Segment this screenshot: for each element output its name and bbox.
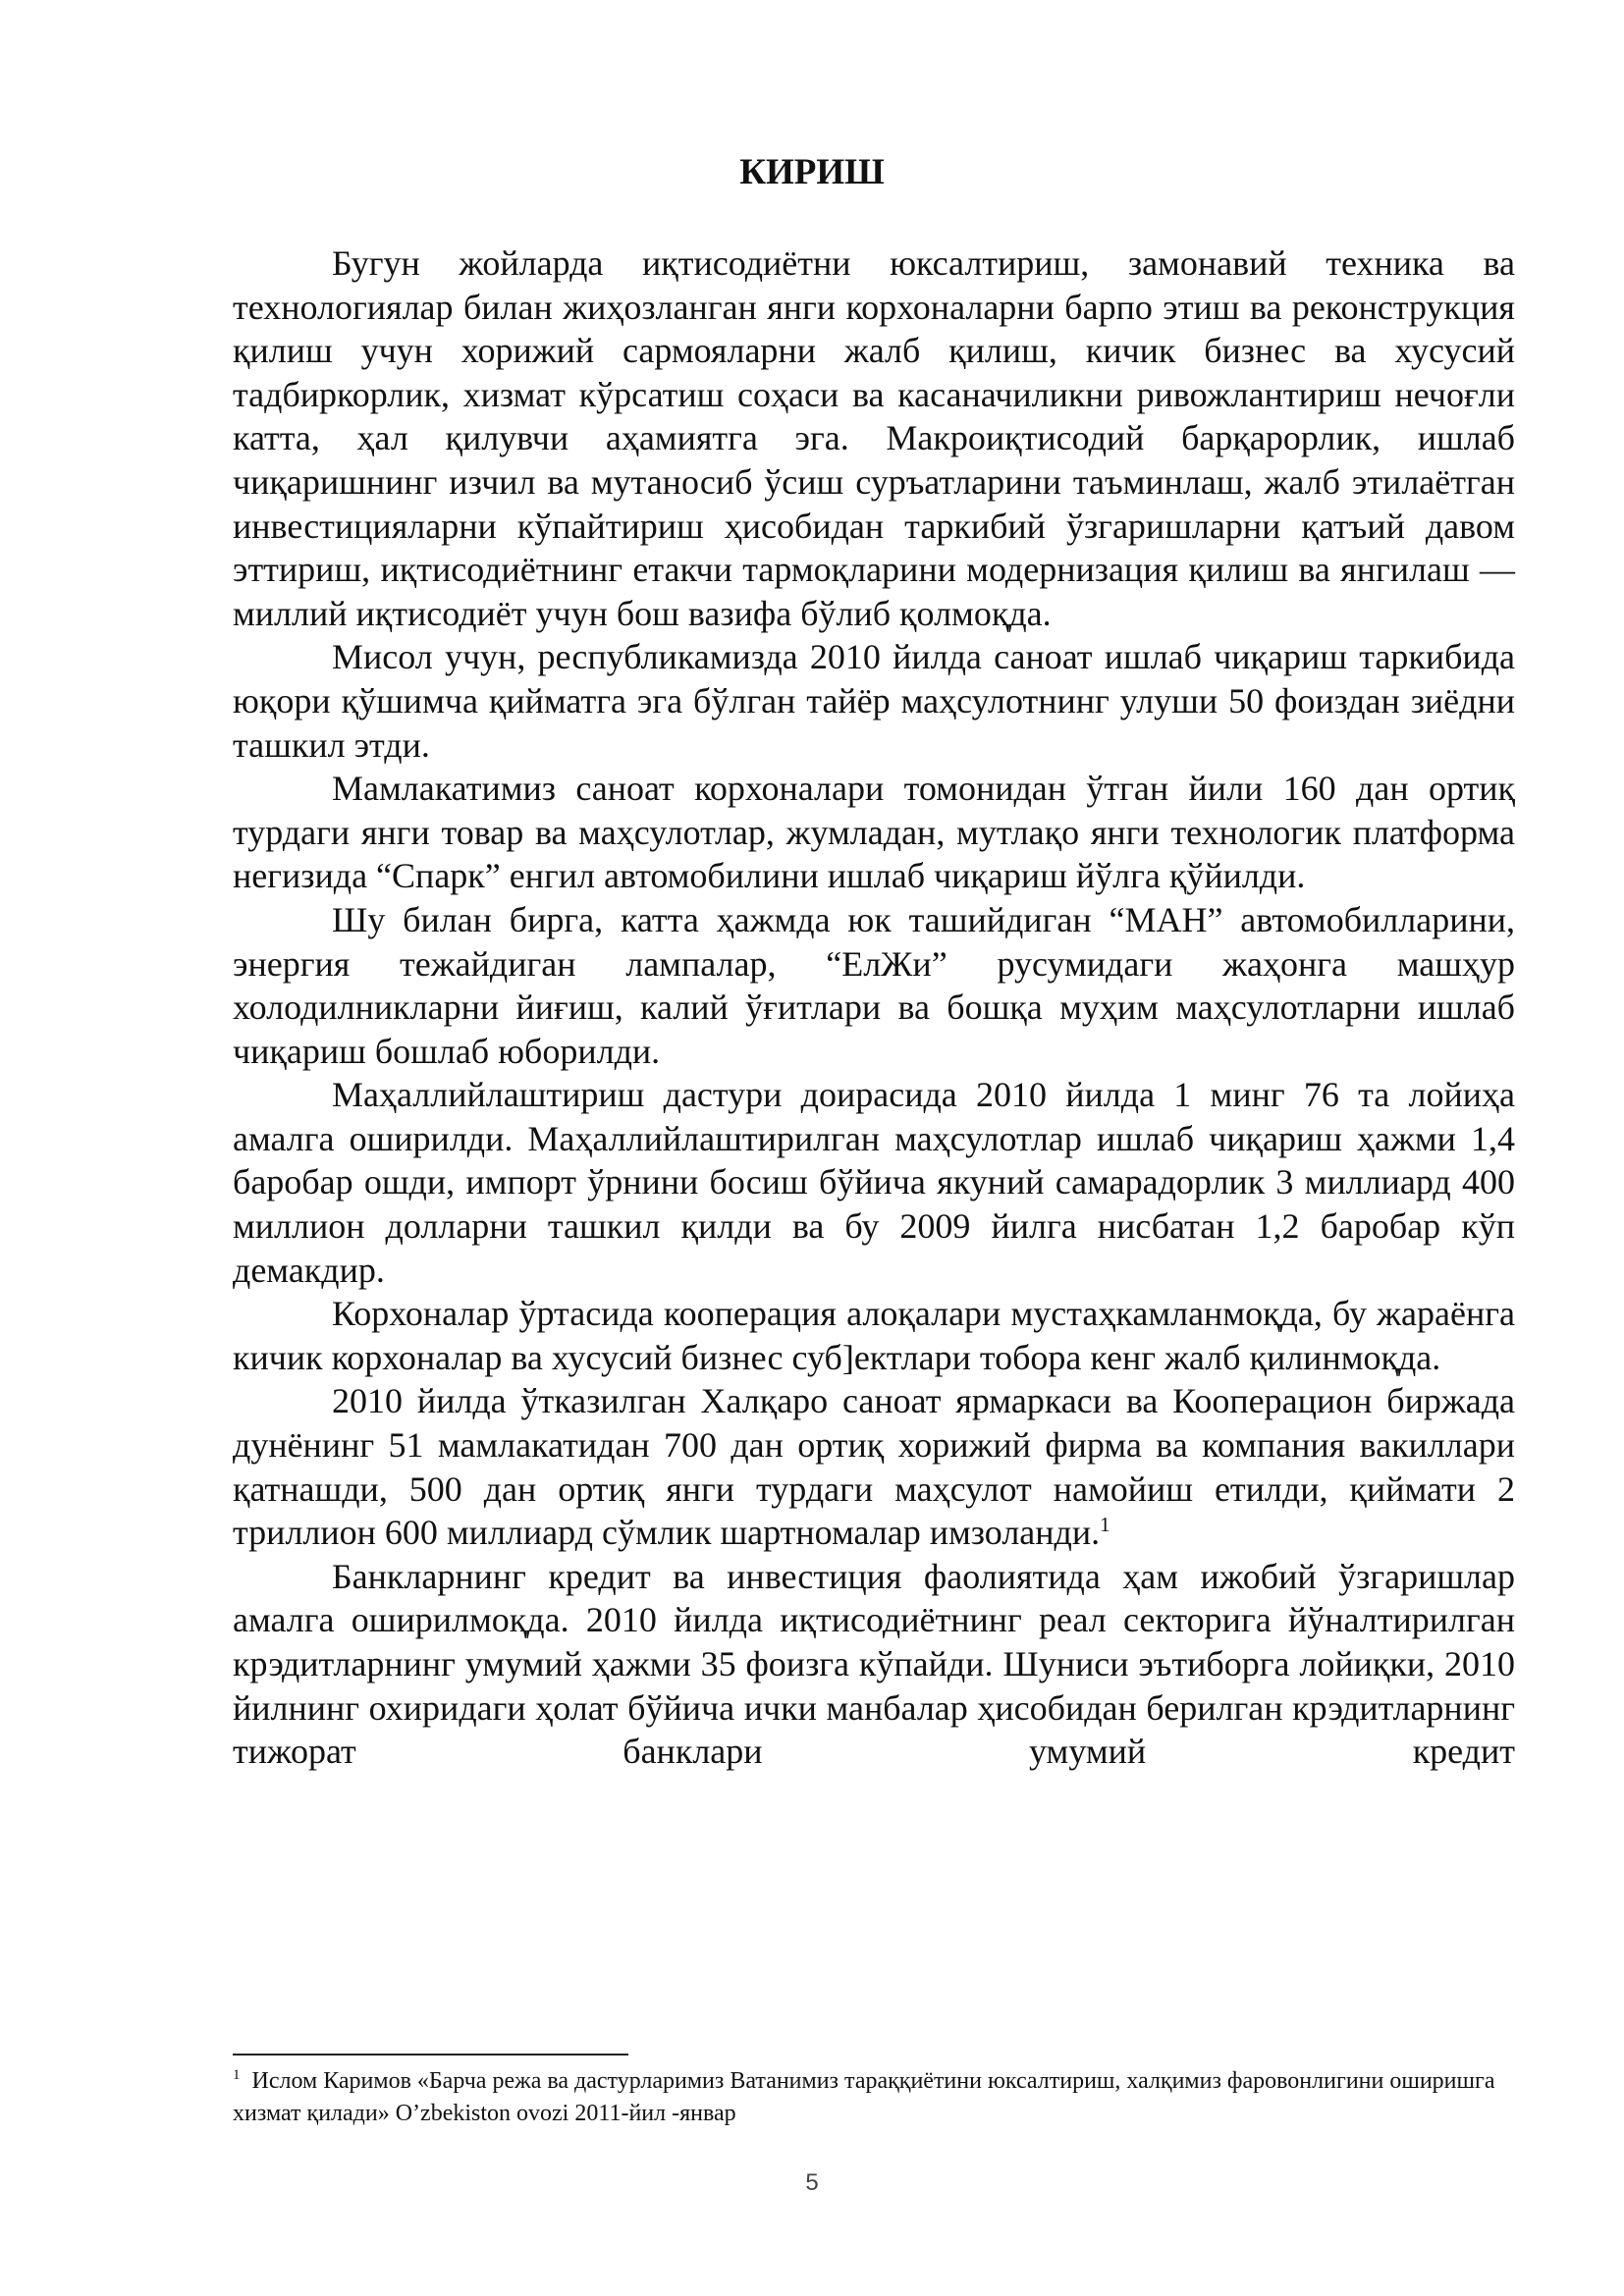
footnote xyxy=(233,2065,1515,2130)
footnote-marker: 1 xyxy=(233,2067,241,2083)
paragraph-7 xyxy=(233,1379,1515,1554)
paragraph-3: Мамлакатимиз саноат корхоналари томонидан ўтган йили 160 дан ортиқ турдаги янги товар ва маҳсулотлар, жумладан, мутлақо янги технологик платформа негизида “Спарк” енгил автомобилини ишлаб чиқариш йўлга қўйилди. xyxy=(233,769,1515,896)
paragraph-1: Бугун жойларда иқтисодиётни юксалтириш, замонавий техника ва технологиялар билан жиҳозланган янги корхоналарни барпо этиш ва реконструкция қилиш учун хорижий сармояларни жалб қилиш, кичик бизнес ва хусусий тадбиркорлик, хизмат кўрсатиш соҳаси ва касаначиликни ривожлантириш нечоғли катта, ҳал қилувчи аҳамиятга эга. Макроиқтисодий барқарорлик, ишлаб чиқаришнинг изчил ва мутаносиб ўсиш суръатларини таъминлаш, жалб этилаётган инвестицияларни кўпайтириш ҳисобидан таркибий ўзгаришларни қатъий давом эттириш, иқтисодиётнинг етакчи тармоқларини модернизация қилиш ва янгилаш — миллий иқтисодиёт учун бош вазифа бўлиб қолмоқда. xyxy=(233,243,1515,633)
paragraph-6: Корхоналар ўртасида кооперация алоқалари мустаҳкамланмоқда, бу жараёнга кичик корхоналар ва хусусий бизнес суб]ектлари тобора кенг жалб қилинмоқда. xyxy=(233,1294,1515,1377)
paragraph-7-text: 2010 йилда ўтказилган Халқаро саноат ярмаркаси ва Кооперацион биржада дунёнинг 51 мамлакатидан 700 дан ортиқ хорижий фирма ва компания вакиллари қатнашди, 500 дан ортиқ янги турдаги маҳсулот намойиш етилди, қиймати 2 триллион 600 миллиард сўмлик шартномалар имзоланди. xyxy=(233,1381,1515,1553)
paragraph-4: Шу билан бирга, катта ҳажмда юк ташийдиган “МАН” автомобилларини, энергия тежайдиган лампалар, “ЕлЖи” русумидаги жаҳонга машҳур холодилникларни йиғиш, калий ўғитлари ва бошқа муҳим маҳсулотларни ишлаб чиқариш бошлаб юборилди. xyxy=(233,899,1515,1071)
footnote-separator xyxy=(233,2054,628,2056)
page-title: КИРИШ xyxy=(739,152,885,192)
footnote-text: Ислом Каримов «Барча режа ва дастурларимиз Ватанимиз тараққиётини юксалтириш, халқимиз фаровонлигини оширишга хизмат қилади» O’zbekiston ovozi 2011-йил -январ xyxy=(233,2068,1495,2126)
body-text xyxy=(233,241,1515,1774)
paragraph-8: Банкларнинг кредит ва инвестиция фаолиятида ҳам ижобий ўзгаришлар амалга оширилмоқда. 2010 йилда иқтисодиётнинг реал секторига йўналтирилган крэдитларнинг умумий ҳажми 35 фоизга кўпайди. Шуниси эътиборга лойиқки, 2010 йилнинг охиридаги ҳолат бўйича ички манбалар ҳисобидан берилган крэдитларнинг тижорат банклари умумий кредит xyxy=(233,1556,1515,1772)
paragraph-2: Мисол учун, республикамизда 2010 йилда саноат ишлаб чиқариш таркибида юқори қўшимча қийматга эга бўлган тайёр маҳсулотнинг улуши 50 фоиздан зиёдни ташкил этди. xyxy=(233,637,1515,765)
page-number: 5 xyxy=(805,2169,819,2196)
paragraph-5: Маҳаллийлаштириш дастури доирасида 2010 йилда 1 минг 76 та лойиҳа амалга оширилди. Маҳаллийлаштирилган маҳсулотлар ишлаб чиқариш ҳажми 1,4 баробар ошди, импорт ўрнини босиш бўйича якуний самарадорлик 3 миллиард 400 миллион долларни ташкил қилди ва бу 2009 йилга нисбатан 1,2 баробар кўп демакдир. xyxy=(233,1075,1515,1290)
footnote-reference[interactable]: 1 xyxy=(1100,1513,1110,1537)
